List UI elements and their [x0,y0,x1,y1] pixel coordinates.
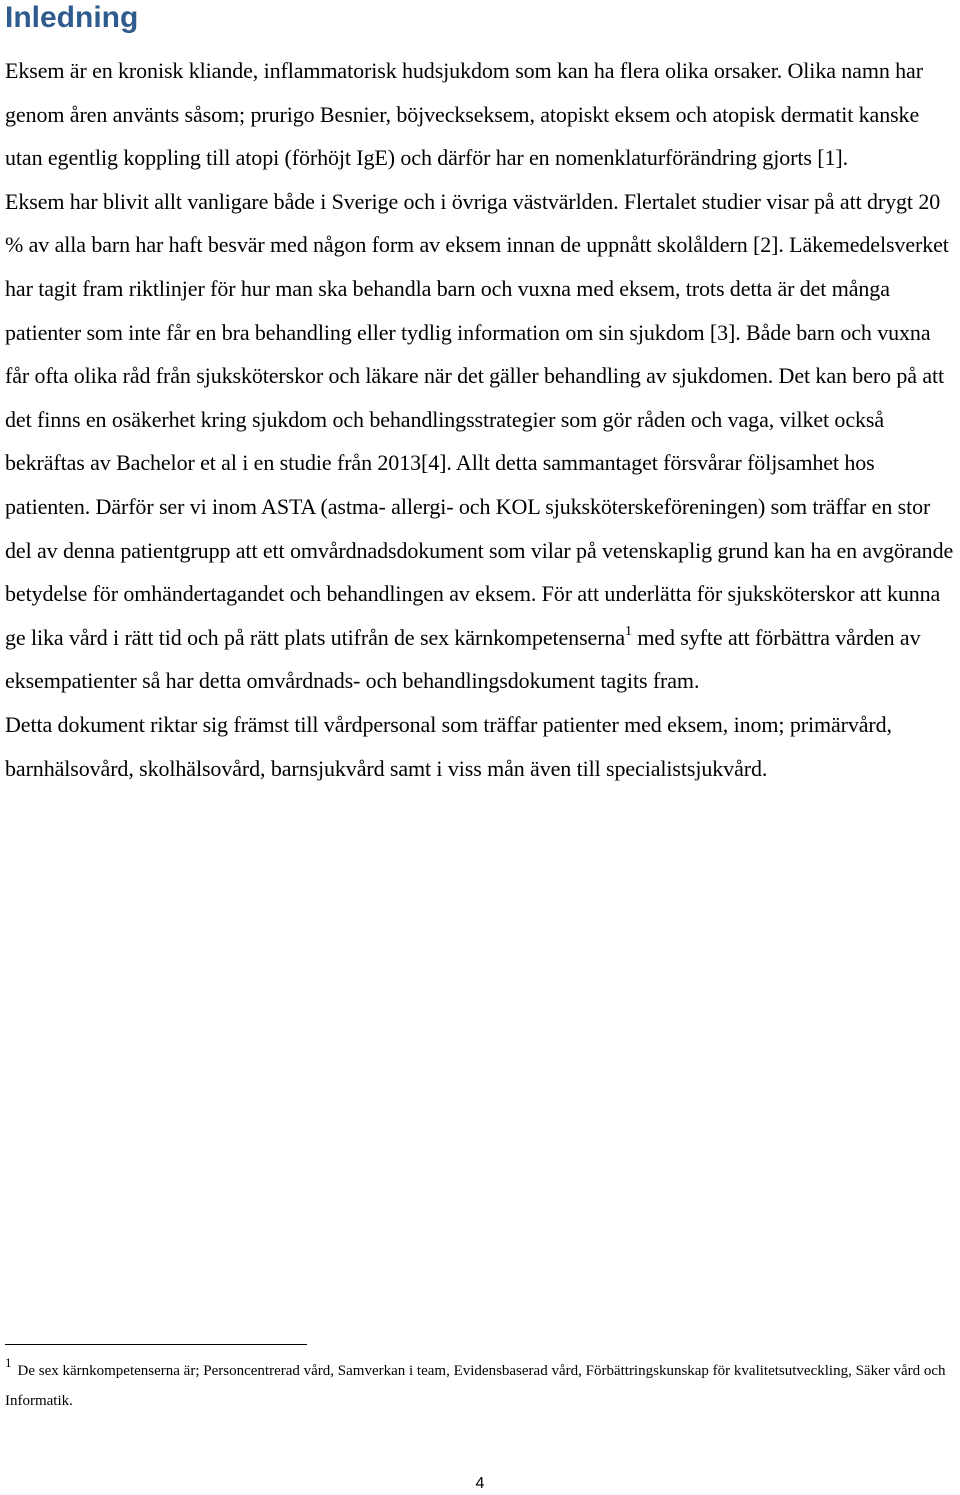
page-number: 4 [475,1475,485,1492]
footnote-separator [5,1344,307,1345]
paragraph-audience: Detta dokument riktar sig främst till vårdpersonal som träffar patienter med eksem, inom; primärvård, barnhälsovård, skolhälsovård, barnsjukvård samt i viss mån även till specialistsjukvård. [5,711,892,781]
footnote-mark: 1 [5,1355,12,1370]
paragraph-background-text: Eksem har blivit allt vanligare både i Sverige och i övriga västvärlden. Flertalet studier visar på att drygt 20 % av alla barn har haft besvär med någon form av eksem innan de uppnått skolåldern [2]. Läkemedelsverket har tagit fram riktlinjer för hur man ska behandla barn och vuxna med eksem, trots detta är det många patienter som inte får en bra behandling eller tydlig information om sin sjukdom [3]. Både barn och vuxna får ofta olika råd från sjuksköterskor och läkare när det gäller behandling av sjukdomen. Det kan bero på att det finns en osäkerhet kring sjukdom och behandlingsstrategier som gör råden och vaga, vilket också bekräftas av Bachelor et al i en studie från 2013[4]. Allt detta sammantaget försvårar följsamhet hos patienten. Därför ser vi inom ASTA (astma- allergi- och KOL sjuksköterskeföreningen) som träffar en stor del av denna patientgrupp att ett omvårdnadsdokument som vilar på vetenskaplig grund kan ha en avgörande betydelse för omhändertagandet och behandlingen av eksem. För att underlätta för sjuksköterskor att kunna ge lika vård i rätt tid och på rätt plats utifrån de sex kärnkompetenserna [5,188,954,650]
paragraph-background-continuation: med syfte att förbättra vården av eksempatienter så har detta omvårdnads- och behandlingsdokument tagits fram. [5,624,921,694]
footnote-text: De sex kärnkompetenserna är; Personcentrerad vård, Samverkan i team, Evidensbaserad vård, Förbättringskunskap för kvalitetsutveckling, Säker vård och Informatik. [5,1363,946,1409]
footnote-reference: 1 [625,623,632,639]
section-heading: Inledning [5,1,139,34]
paragraph-background [5,180,957,703]
paragraph-intro: Eksem är en kronisk kliande, inflammatorisk hudsjukdom som kan ha flera olika orsaker. Olika namn har genom åren använts såsom; prurigo Besnier, böjveckseksem, atopiskt eksem och atopisk dermatit kanske utan egentlig koppling till atopi (förhöjt IgE) och därför har en nomenklaturförändring gjorts [1]. [5,58,923,171]
body-text [5,49,957,790]
footnote [5,1356,960,1416]
